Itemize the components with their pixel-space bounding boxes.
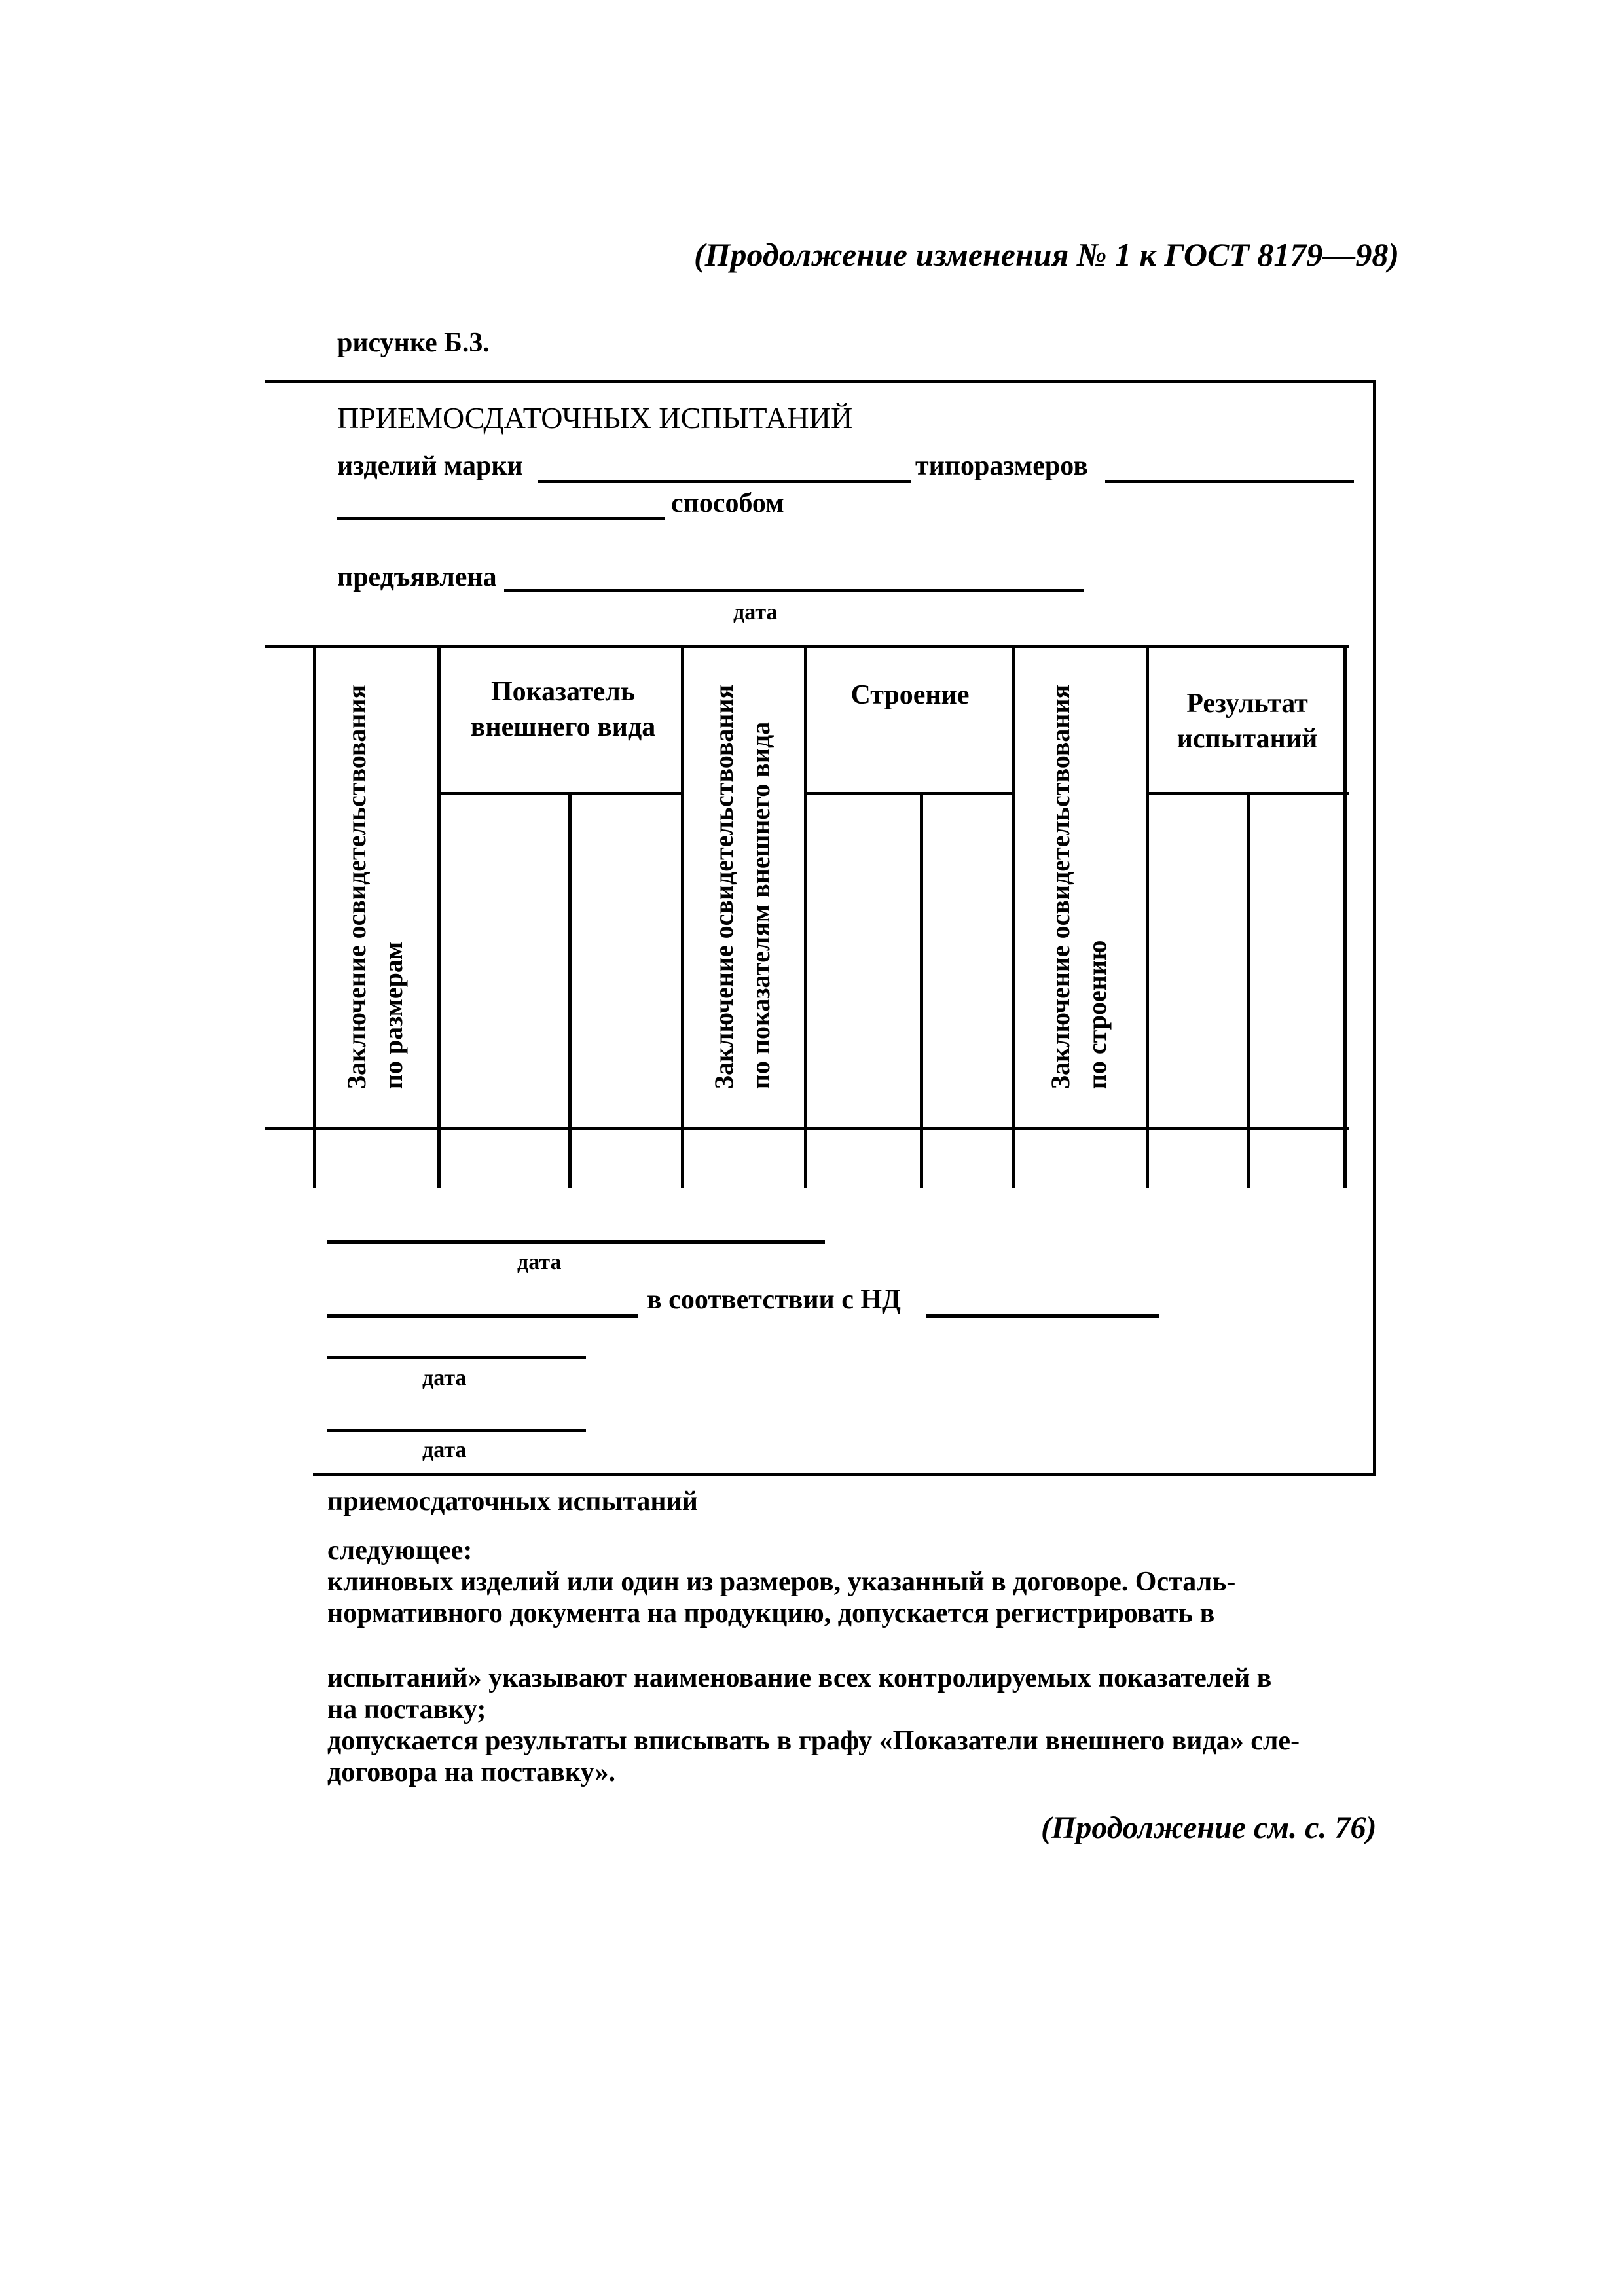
nd-field-left[interactable] <box>327 1314 638 1318</box>
form-right-border <box>1373 380 1376 1476</box>
presented-label: предъявлена <box>337 562 497 592</box>
col-structure-header: Строение <box>850 680 970 710</box>
continuation-footer: (Продолжение см. с. 76) <box>1041 1810 1377 1845</box>
body-line-5: испытаний» указывают наименование всех контролируемых показателей в <box>327 1663 1272 1693</box>
table-vline-8 <box>1146 645 1149 1188</box>
method-field[interactable] <box>337 517 665 520</box>
intro-text: рисунке Б.3. <box>337 328 490 358</box>
table-vline-5 <box>804 645 807 1188</box>
nd-field-right[interactable] <box>926 1314 1159 1318</box>
body-line-2: следующее: <box>327 1535 473 1566</box>
form-top-border <box>265 380 1376 383</box>
table-vline-3 <box>568 792 572 1188</box>
col-conclusion-structure: Заключение освидетельствования по строению <box>1046 684 1112 1090</box>
presented-field[interactable] <box>504 589 1084 592</box>
table-vline-2 <box>437 645 441 1188</box>
table-vline-9 <box>1247 792 1250 1188</box>
col-result-header: Результат испытаний <box>1176 689 1318 754</box>
col-conclusion-appearance: Заключение освидетельствования по показателям внешнего вида <box>709 684 775 1090</box>
table-vline-10 <box>1343 645 1347 1188</box>
method-label: способом <box>671 488 784 518</box>
body-line-7: допускается результаты вписывать в графу «Показатели внешнего вида» сле- <box>327 1726 1300 1756</box>
form-title: ПРИЕМОСДАТОЧНЫХ ИСПЫТАНИЙ <box>337 401 853 435</box>
signature-line-3[interactable] <box>327 1429 586 1432</box>
table-vline-1 <box>313 645 316 1188</box>
table-vline-4 <box>681 645 684 1188</box>
table-vline-6 <box>920 792 923 1188</box>
signature-line-1[interactable] <box>327 1240 825 1244</box>
subheader-line-col4 <box>805 792 1015 795</box>
form-bottom-border <box>313 1473 1376 1476</box>
body-line-8: договора на поставку». <box>327 1757 615 1787</box>
body-line-1: приемосдаточных испытаний <box>327 1486 698 1516</box>
signature-line-2[interactable] <box>327 1356 586 1359</box>
table-vline-7 <box>1012 645 1015 1188</box>
signature-date-caption-1: дата <box>517 1250 562 1274</box>
presented-date-caption: дата <box>733 600 778 624</box>
signature-date-caption-3: дата <box>422 1438 467 1462</box>
col-conclusion-sizes: Заключение освидетельствования по размерам <box>342 684 408 1090</box>
body-line-4: нормативного документа на продукцию, допускается регистрировать в <box>327 1598 1215 1628</box>
signature-date-caption-2: дата <box>422 1366 467 1390</box>
body-line-3: клиновых изделий или один из размеров, указанный в договоре. Осталь- <box>327 1567 1236 1597</box>
product-brand-field[interactable] <box>538 480 911 483</box>
body-line-6: на поставку; <box>327 1695 486 1725</box>
subheader-line-col2 <box>439 792 684 795</box>
sizes-field[interactable] <box>1105 480 1354 483</box>
sizes-label: типоразмеров <box>915 451 1088 481</box>
col-appearance-header: Показатель внешнего вида <box>470 677 656 742</box>
product-brand-label: изделий марки <box>337 451 523 481</box>
nd-label: в соответствии с НД <box>647 1285 901 1315</box>
continuation-header: (Продолжение изменения № 1 к ГОСТ 8179—98) <box>694 236 1400 273</box>
